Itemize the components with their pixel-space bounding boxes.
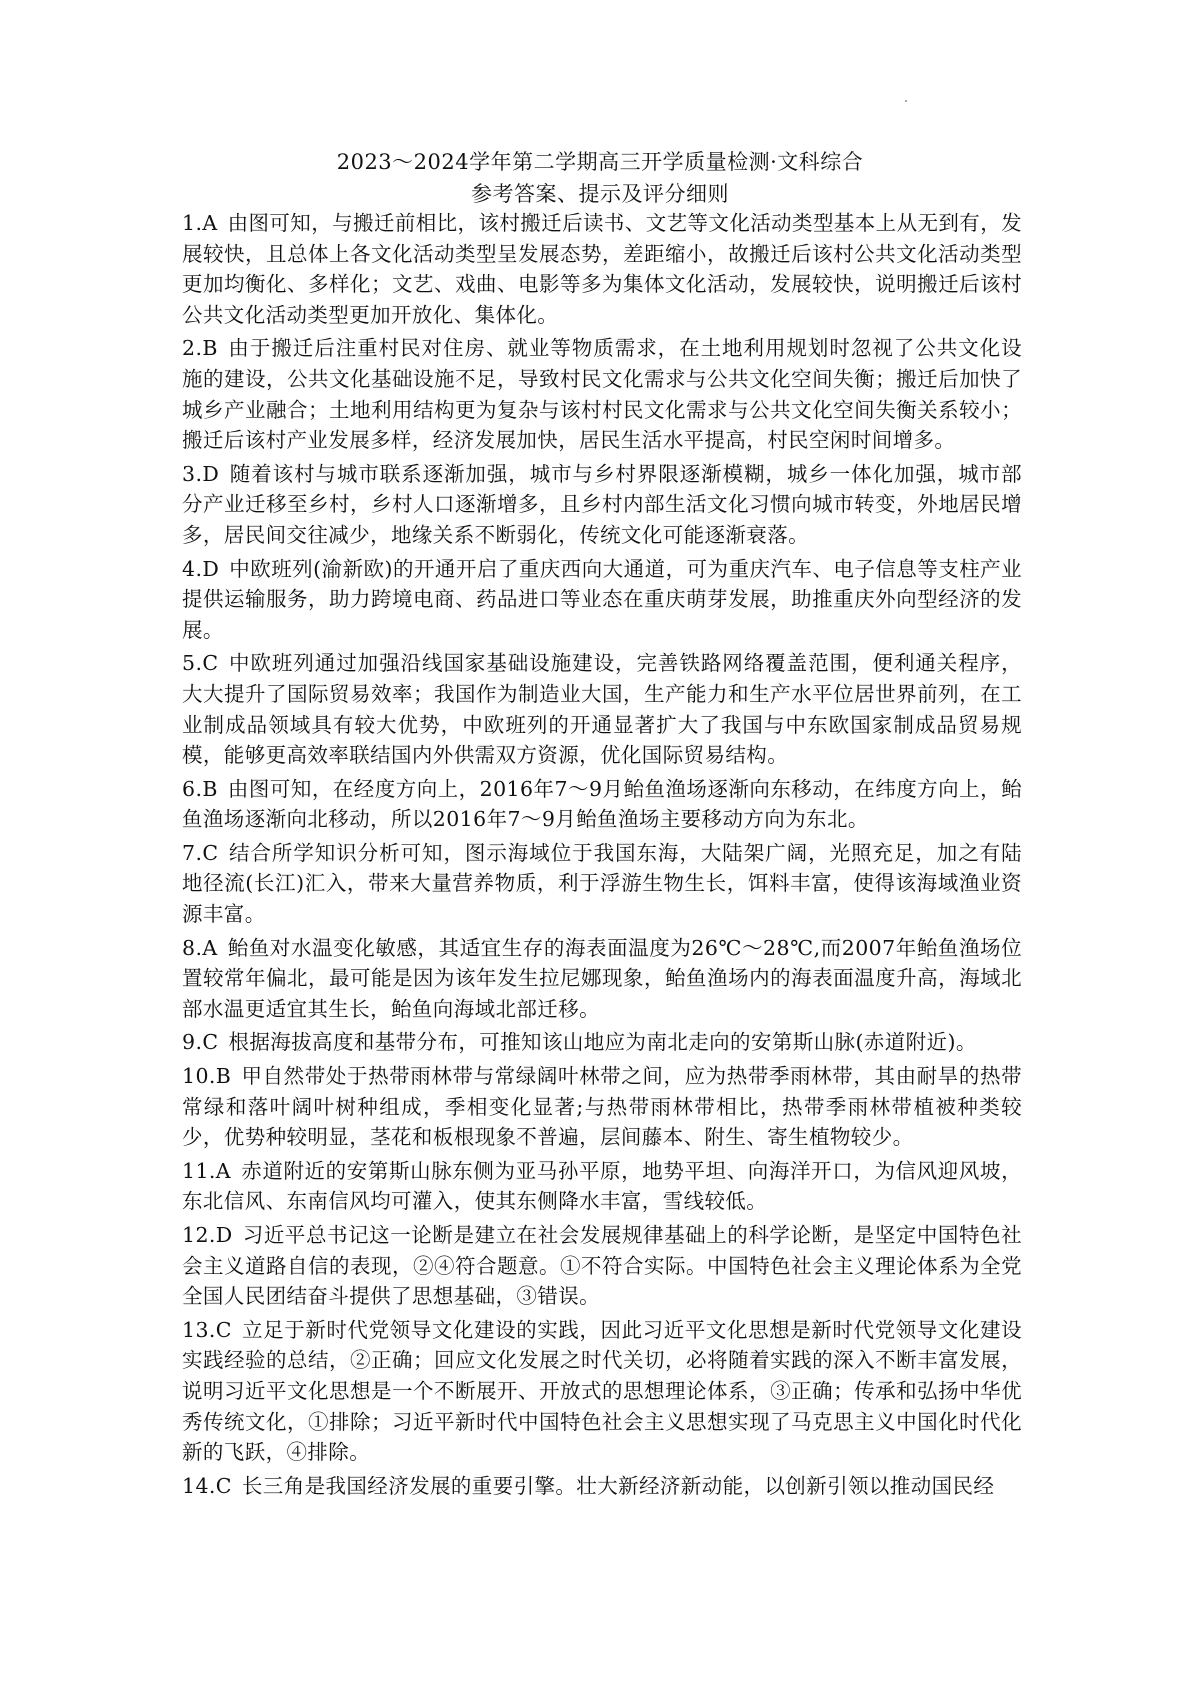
answer-number: 7.C (182, 840, 219, 865)
answer-explanation: 结合所学知识分析可知，图示海域位于我国东海，大陆架广阔，光照充足，加之有陆地径流(长江)汇入，带来大量营养物质，利于浮游生物生长，饵料丰富，使得该海域渔业资源丰富。 (182, 840, 1022, 927)
document-title: 2023～2024学年第二学期高三开学质量检测·文科综合 (336, 150, 864, 174)
answer-explanation: 长三角是我国经济发展的重要引擎。壮大新经济新动能，以创新引领以推动国民经 (241, 1473, 995, 1498)
answer-number: 6.B (182, 776, 218, 801)
answer-explanation: 中欧班列通过加强沿线国家基础设施建设，完善铁路网络覆盖范围，便利通关程序，大大提升了国际贸易效率；我国作为制造业大国，生产能力和生产水平位居世界前列，在工业制成品领域具有较大优势，中欧班列的开通显著扩大了我国与中东欧国家制成品贸易规模，能够更高效率联结国内外供需双方资源，优化国际贸易结构。 (182, 651, 1022, 768)
answer-item-8 (182, 933, 1022, 1025)
answer-number: 8.A (182, 935, 218, 960)
answer-item-3 (182, 459, 1022, 551)
answer-number: 14.C (182, 1473, 232, 1498)
answer-list (182, 208, 1022, 1504)
answer-item-2 (182, 333, 1022, 455)
answer-number: 13.C (182, 1317, 232, 1342)
answer-number: 1.A (182, 211, 218, 235)
answer-explanation: 由图可知，与搬迁前相比，该村搬迁后读书、文艺等文化活动类型基本上从无到有，发展较快，且总体上各文化活动类型呈发展态势，差距缩小，故搬迁后该村公共文化活动类型更加均衡化、多样化；文艺、戏曲、电影等多为集体文化活动，发展较快，说明搬迁后该村公共文化活动类型更加开放化、集体化。 (182, 211, 1022, 327)
answer-item-5 (182, 648, 1022, 770)
answer-explanation: 中欧班列(渝新欧)的开通开启了重庆西向大通道，可为重庆汽车、电子信息等支柱产业提供运输服务，助力跨境电商、药品进口等业态在重庆萌芽发展，助推重庆外向型经济的发展。 (182, 556, 1022, 642)
answer-item-10 (182, 1061, 1022, 1153)
answer-explanation: 由于搬迁后注重村民对住房、就业等物质需求，在土地利用规划时忽视了公共文化设施的建设，公共文化基础设施不足，导致村民文化需求与公共文化空间失衡；搬迁后加快了城乡产业融合；土地利用结构更为复杂与该村村民文化需求与公共文化空间失衡关系较小；搬迁后该村产业发展多样，经济发展加快，居民生活水平提高，村民空闲时间增多。 (182, 336, 1022, 453)
answer-explanation: 随着该村与城市联系逐渐加强，城市与乡村界限逐渐模糊，城乡一体化加强，城市部分产业迁移至乡村，乡村人口逐渐增多，且乡村内部生活文化习惯向城市转变，外地居民增多，居民间交往减少，地缘关系不断弱化，传统文化可能逐渐衰落。 (182, 461, 1022, 547)
answer-explanation: 习近平总书记这一论断是建立在社会发展规律基础上的科学论断，是坚定中国特色社会主义道路自信的表现，②④符合题意。①不符合实际。中国特色社会主义理论体系为全党全国人民团结奋斗提供了思想基础，③错误。 (182, 1223, 1022, 1309)
answer-number: 10.B (182, 1064, 232, 1089)
answer-explanation: 由图可知，在经度方向上，2016年7～9月鲐鱼渔场逐渐向东移动，在纬度方向上，鲐鱼渔场逐渐向北移动，所以2016年7～9月鲐鱼渔场主要移动方向为东北。 (182, 776, 1022, 832)
answer-number: 12.D (182, 1223, 233, 1247)
answer-explanation: 鲐鱼对水温变化敏感，其适宜生存的海表面温度为26℃～28℃,而2007年鲐鱼渔场位置较常年偏北，最可能是因为该年发生拉尼娜现象，鲐鱼渔场内的海表面温度升高，海域北部水温更适宜其生长，鲐鱼向海域北部迁移。 (182, 935, 1022, 1021)
document-header (0, 146, 1200, 210)
answer-explanation: 赤道附近的安第斯山脉东侧为亚马孙平原，地势平坦、向海洋开口，为信风迎风坡，东北信风、东南信风均可灌入，使其东侧降水丰富，雪线较低。 (182, 1158, 1022, 1214)
answer-item-11 (182, 1156, 1022, 1217)
answer-explanation: 甲自然带处于热带雨林带与常绿阔叶林带之间，应为热带季雨林带，其由耐旱的热带常绿和落叶阔叶树种组成，季相变化显著;与热带雨林带相比，热带季雨林带植被种类较少，优势种较明显，茎花和板根现象不普遍，层间藤本、附生、寄生植物较少。 (182, 1064, 1022, 1150)
answer-item-6 (182, 774, 1022, 835)
answer-item-12 (182, 1220, 1022, 1312)
answer-explanation: 根据海拔高度和基带分布，可推知该山地应为南北走向的安第斯山脉(赤道附近)。 (228, 1030, 977, 1055)
answer-number: 5.C (182, 651, 219, 676)
answer-item-7 (182, 838, 1022, 930)
answer-number: 3.D (182, 461, 220, 486)
answer-number: 4.D (182, 556, 220, 581)
answer-number: 9.C (182, 1030, 219, 1055)
answer-item-4 (182, 554, 1022, 646)
document-subtitle: 参考答案、提示及评分细则 (471, 182, 729, 206)
answer-item-1 (182, 208, 1022, 330)
answer-explanation: 立足于新时代党领导文化建设的实践，因此习近平文化思想是新时代党领导文化建设实践经验的总结，②正确；回应文化发展之时代关切，必将随着实践的深入不断丰富发展，说明习近平文化思想是一个不断展开、开放式的思想理论体系，③正确；传承和弘扬中华优秀传统文化，①排除；习近平新时代中国特色社会主义思想实现了马克思主义中国化时代化新的飞跃，④排除。 (182, 1317, 1022, 1465)
answer-item-14 (182, 1471, 1022, 1502)
scan-speck (905, 100, 907, 102)
answer-item-9 (182, 1027, 1022, 1058)
answer-number: 2.B (182, 336, 218, 361)
answer-number: 11.A (182, 1158, 232, 1183)
answer-item-13 (182, 1315, 1022, 1468)
